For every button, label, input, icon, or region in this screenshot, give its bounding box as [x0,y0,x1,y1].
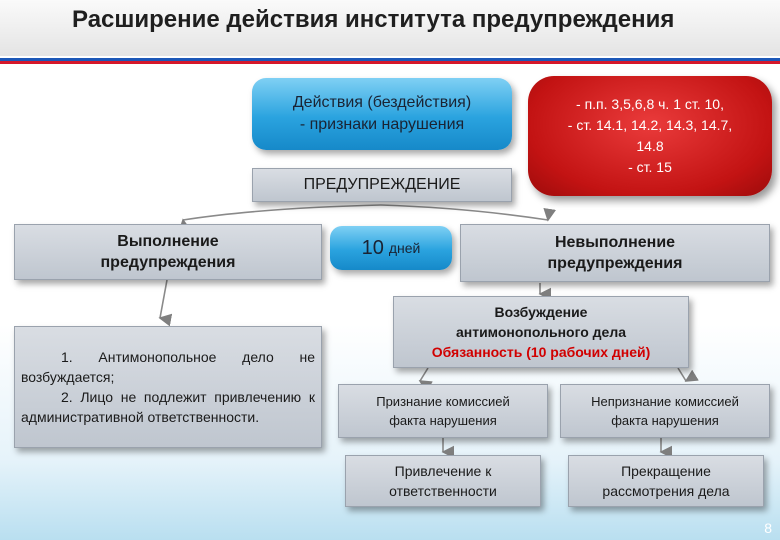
unfulfilled-box [460,224,770,282]
actions-box-line1: Действия (бездействия) [292,94,472,111]
nonrecognition-line1: Непризнание комиссией [591,394,739,409]
nonrecognition-box [560,384,770,438]
unfulfilled-line1: Невыполнение [554,234,676,251]
page-number: 8 [764,520,772,536]
actions-box [252,78,512,150]
recognition-line2: факта нарушения [389,413,497,428]
deadline-number: 10 [361,236,384,259]
liability-line1: Привлечение к [394,463,492,479]
case-initiation-box [393,296,689,368]
fulfilled-line1: Выполнение [117,233,219,250]
consequences-box [14,326,322,448]
recognition-line1: Признание комиссией [376,394,510,409]
consequence-item-2: 2. Лицо не подлежит привлечению к административной ответственности. [21,389,315,425]
deadline-box [330,226,452,270]
fulfilled-line2: предупреждения [100,254,236,271]
case-line1: Возбуждение [494,304,588,320]
articles-line3: 14.8 [636,138,664,154]
termination-box [568,455,764,507]
articles-box [528,76,772,196]
warning-box [252,168,512,202]
slide-title: Расширение действия института предупреждения [72,6,675,33]
fulfilled-box [14,224,322,280]
termination-line1: Прекращение [621,463,711,479]
recognition-box [338,384,548,438]
actions-box-line2: - признаки нарушения [299,116,465,133]
termination-line2: рассмотрения дела [602,483,730,499]
consequence-item-1: 1. Антимонопольное дело не возбуждается; [21,349,315,385]
case-obligation: Обязанность (10 рабочих дней) [431,344,651,360]
articles-line1: - п.п. 3,5,6,8 ч. 1 ст. 10, [576,96,724,112]
liability-box [345,455,541,507]
unfulfilled-line2: предупреждения [547,255,683,272]
articles-line4: - ст. 15 [628,159,672,175]
case-line2: антимонопольного дела [455,324,627,340]
articles-line2: - ст. 14.1, 14.2, 14.3, 14.7, [567,117,733,133]
warning-label: ПРЕДУПРЕЖДЕНИЕ [303,176,461,193]
deadline-unit: дней [388,240,421,256]
nonrecognition-line2: факта нарушения [611,413,719,428]
liability-line2: ответственности [389,483,497,499]
